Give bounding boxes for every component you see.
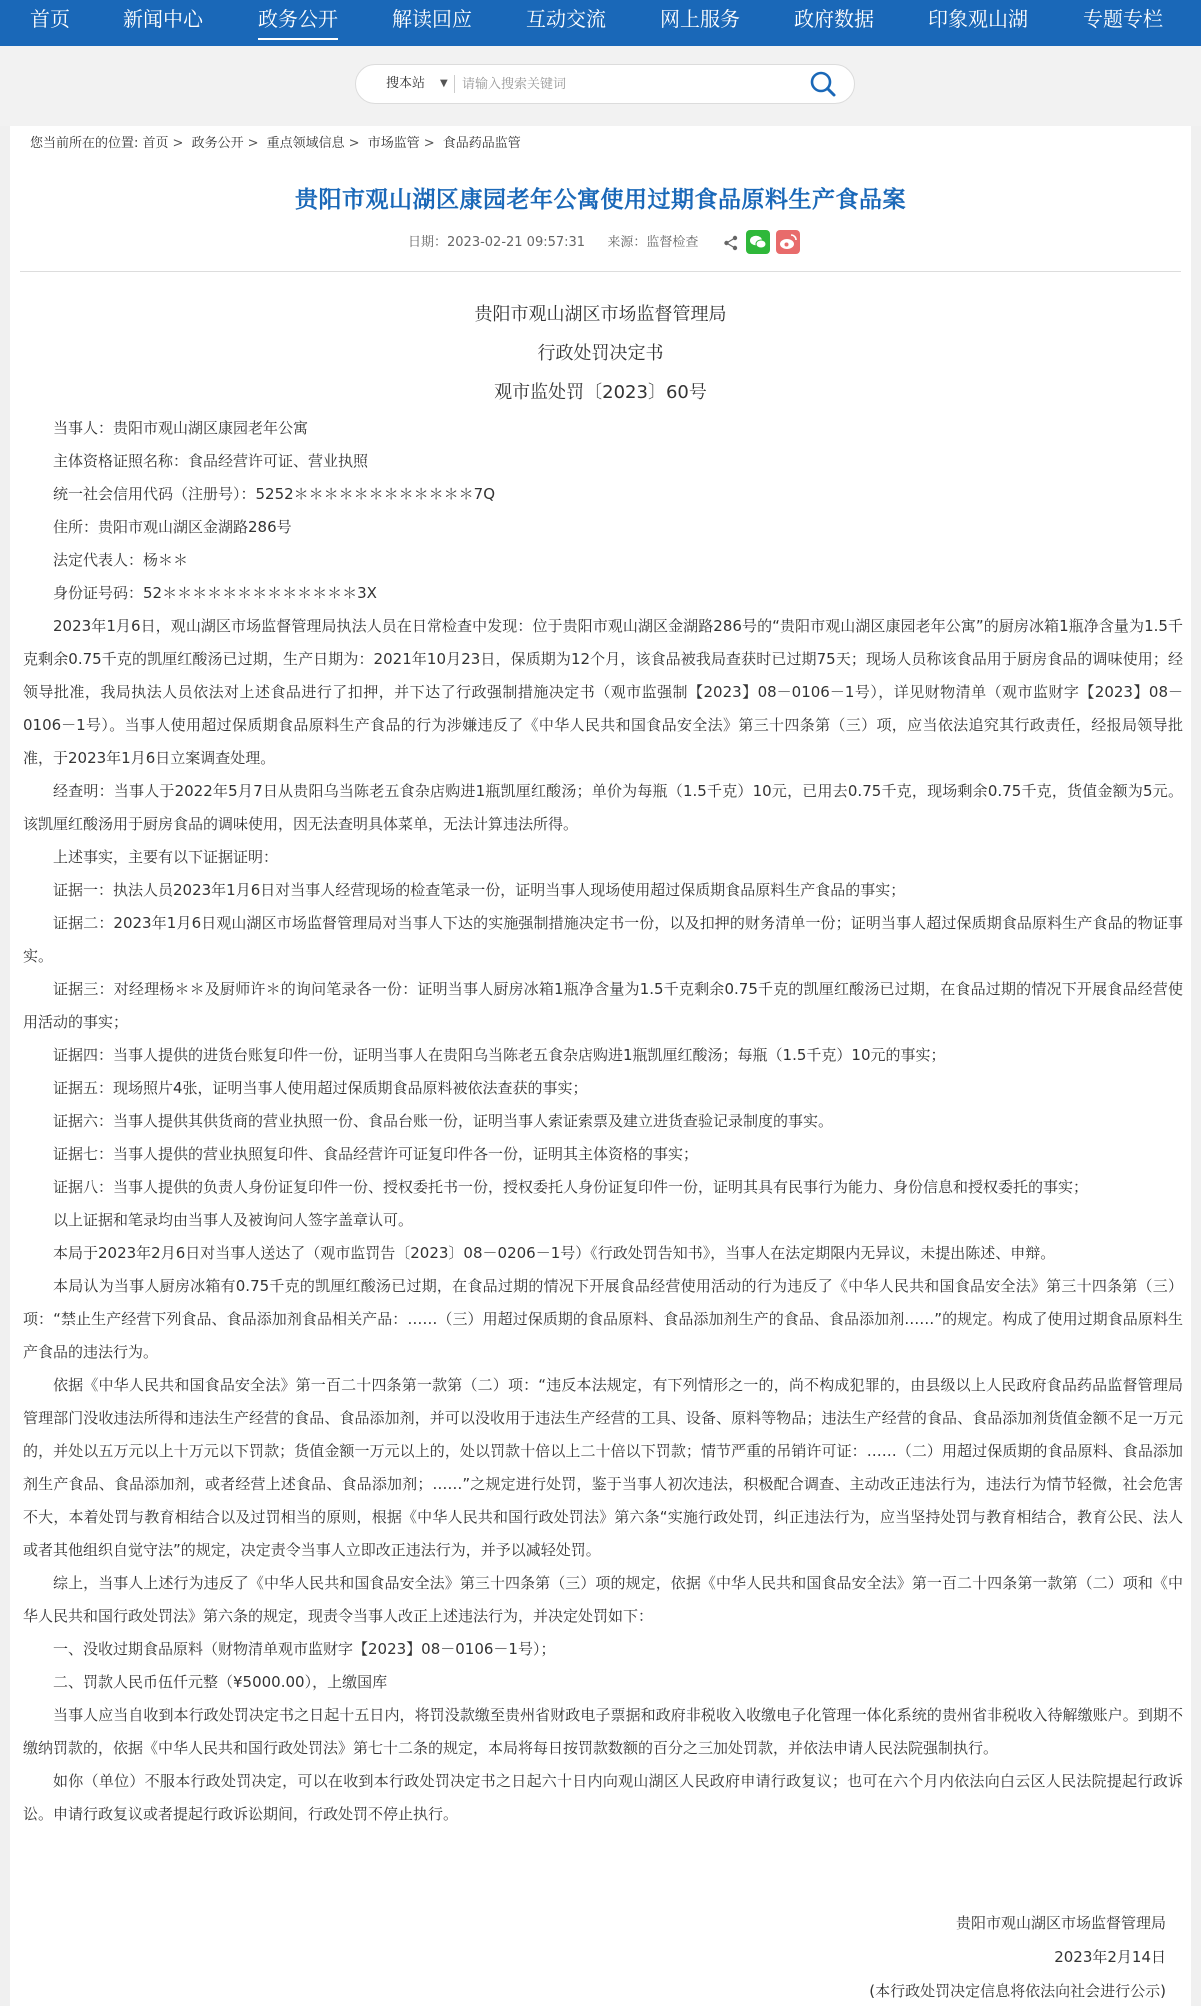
nav-government-data[interactable]: 政府数据	[794, 7, 874, 31]
evidence-item: 证据二：2023年1月6日观山湖区市场监督管理局对当事人下达的实施强制措施决定书一份，以及扣押的财务清单一份；证明当事人超过保质期食品原料生产食品的物证事实。	[23, 914, 1183, 965]
legal-basis: 依据《中华人民共和国食品安全法》第一百二十四条第一款第（二）项：“违反本法规定，有下列情形之一的，尚不构成犯罪的，由县级以上人民政府食品药品监督管理局管理部门没收违法所得和违法生产经营的食品、食品添加剂，并可以没收用于违法生产经营的工具、设备、原料等物品；违法生产经营的食品、食品添加剂货值金额不足一万元的，并处以五万元以上十万元以下罚款；货值金额一万元以上的，处以罚款十倍以上二十倍以下罚款；情节严重的吊销许可证：……（二）用超过保质期的食品原料、食品添加剂生产食品、食品添加剂，或者经营上述食品、食品添加剂；……”之规定进行处罚，鉴于当事人初次违法，积极配合调查、主动改正违法行为，违法行为情节轻微，社会危害不大，本着处罚与教育相结合以及过罚相当的原则，根据《中华人民共和国行政处罚法》第六条“实施行政处罚，纠正违法行为，应当坚持处罚与教育相结合，教育公民、法人或者其他组织自觉守法”的规定，决定责令当事人立即改正违法行为，并予以减轻处罚。	[23, 1376, 1183, 1559]
issuing-authority: 贵阳市观山湖区市场监督管理局	[474, 304, 727, 325]
evidence-item: 证据六：当事人提供其供货商的营业执照一份、食品台账一份，证明当事人索证索票及建立进货查验记录制度的事实。	[53, 1112, 834, 1130]
article-title: 贵阳市观山湖区康园老年公寓使用过期食品原料生产食品案	[295, 187, 906, 213]
article-source: 来源：监督检查	[607, 235, 699, 250]
evidence-item: 证据一：执法人员2023年1月6日对当事人经营现场的检查笔录一份，证明当事人现场使用超过保质期食品原料生产食品的事实；	[53, 881, 906, 899]
search-button[interactable]	[804, 67, 844, 101]
search-bar	[355, 64, 855, 104]
breadcrumb-home[interactable]: 首页	[142, 136, 169, 151]
content-container	[10, 126, 1191, 2006]
evidence-confirmation: 以上证据和笔录均由当事人及被询问人签字盖章认可。	[53, 1211, 414, 1229]
search-section	[0, 46, 1201, 126]
breadcrumb-separator: >	[172, 136, 184, 151]
breadcrumb-market-supervision[interactable]: 市场监管	[367, 136, 420, 151]
evidence-intro: 上述事实，主要有以下证据证明：	[53, 848, 279, 866]
nav-interpretation[interactable]: 解读回应	[392, 7, 472, 31]
decision-summary: 综上，当事人上述行为违反了《中华人民共和国食品安全法》第三十四条第（三）项的规定，依据《中华人民共和国食品安全法》第一百二十四条第一款第（二）项和《中华人民共和国行政处罚法》第六条的规定，现责令当事人改正上述违法行为，并决定处罚如下：	[23, 1574, 1183, 1625]
breadcrumb-key-areas[interactable]: 重点领域信息	[266, 136, 345, 151]
breadcrumb-government-affairs[interactable]: 政务公开	[191, 136, 244, 151]
title-divider	[20, 271, 1181, 272]
document-number: 观市监处罚〔2023〕60号	[494, 382, 707, 403]
nav-impression-guanshanhu[interactable]: 印象观山湖	[928, 7, 1028, 31]
breadcrumb-separator: >	[348, 136, 360, 151]
share-icon[interactable]	[722, 234, 740, 252]
evidence-item: 证据五：现场照片4张，证明当事人使用超过保质期食品原料被依法查获的事实；	[53, 1079, 588, 1097]
nav-government-affairs[interactable]: 政务公开	[258, 0, 338, 46]
breadcrumb-separator: >	[423, 136, 435, 151]
license-name: 主体资格证照名称：食品经营许可证、营业执照	[53, 452, 369, 470]
chevron-down-icon: ▼	[440, 78, 448, 89]
search-scope-select[interactable]: 搜本站	[386, 76, 426, 91]
article-date: 日期：2023-02-21 09:57:31	[408, 235, 586, 250]
evidence-item: 证据七：当事人提供的营业执照复印件、食品经营许可证复印件各一份，证明其主体资格的事实；	[53, 1145, 699, 1163]
notice-delivery: 本局于2023年2月6日对当事人送达了（观市监罚告〔2023〕08－0206－1号）《行政处罚告知书》，当事人在法定期限内无异议，未提出陈述、申辩。	[53, 1244, 1056, 1262]
breadcrumb-food-drug[interactable]: 食品药品监管	[442, 136, 521, 151]
evidence-item: 证据四：当事人提供的进货台账复印件一份，证明当事人在贵阳乌当陈老五食杂店购进1瓶凯厘红酸汤；每瓶（1.5千克）10元的事实；	[53, 1046, 946, 1064]
wechat-share-icon[interactable]	[746, 230, 770, 254]
penalty-item: 一、没收过期食品原料（财物清单观市监财字【2023】08－0106－1号）；	[53, 1640, 556, 1658]
evidence-item: 证据八：当事人提供的负责人身份证复印件一份、授权委托书一份，授权委托人身份证复印件一份，证明其具有民事行为能力、身份信息和授权委托的事实；	[53, 1178, 1089, 1196]
credit-code: 统一社会信用代码（注册号）：5252＊＊＊＊＊＊＊＊＊＊＊＊7Q	[53, 485, 496, 503]
party-name: 当事人：贵阳市观山湖区康园老年公寓	[53, 419, 309, 437]
legal-representative: 法定代表人：杨＊＊	[53, 551, 189, 569]
payment-instructions: 当事人应当自收到本行政处罚决定书之日起十五日内，将罚没款缴至贵州省财政电子票据和政府非税收入收缴电子化管理一体化系统的贵州省非税收入待解缴账户。到期不缴纳罚款的，依据《中华人民共和国行政处罚法》第七十二条的规定，本局将每日按罚款数额的百分之三加处罚款，并依法申请人民法院强制执行。	[23, 1706, 1183, 1757]
evidence-item: 证据三：对经理杨＊＊及厨师许＊的询问笔录各一份：证明当事人厨房冰箱1瓶净含量为1.5千克剩余0.75千克的凯厘红酸汤已过期，在食品过期的情况下开展食品经营使用活动的事实；	[23, 980, 1183, 1031]
breadcrumb-prefix: 您当前所在的位置:	[30, 136, 139, 151]
investigation-findings: 经查明：当事人于2022年5月7日从贵阳乌当陈老五食杂店购进1瓶凯厘红酸汤；单价为每瓶（1.5千克）10元，已用去0.75千克，现场剩余0.75千克，货值金额为5元。该凯厘红酸汤用于厨房食品的调味使用，因无法查明具体菜单，无法计算违法所得。	[23, 782, 1183, 833]
id-number: 身份证号码：52＊＊＊＊＊＊＊＊＊＊＊＊＊3X	[53, 584, 377, 602]
search-icon	[804, 67, 844, 101]
signature-date: 2023年2月14日	[1054, 1948, 1166, 1966]
case-background: 2023年1月6日，观山湖区市场监督管理局执法人员在日常检查中发现：位于贵阳市观山湖区金湖路286号的“贵阳市观山湖区康园老年公寓”的厨房冰箱1瓶净含量为1.5千克剩余0.75千克的凯厘红酸汤已过期，生产日期为：2021年10月23日，保质期为12个月，该食品被我局查获时已过期75天；现场人员称该食品用于厨房食品的调味使用；经领导批准，我局执法人员依法对上述食品进行了扣押，并下达了行政强制措施决定书（观市监强制【2023】08－0106－1号），详见财物清单（观市监财字【2023】08－0106－1号）。当事人使用超过保质期食品原料生产食品的行为涉嫌违反了《中华人民共和国食品安全法》第三十四条第（三）项，应当依法追究其行政责任，经报局领导批准，于2023年1月6日立案调查处理。	[23, 617, 1183, 767]
appeal-rights: 如你（单位）不服本行政处罚决定，可以在收到本行政处罚决定书之日起六十日内向观山湖区人民政府申请行政复议；也可在六个月内依法向白云区人民法院提起行政诉讼。申请行政复议或者提起行政诉讼期间，行政处罚不停止执行。	[23, 1772, 1183, 1823]
nav-online-services[interactable]: 网上服务	[660, 7, 740, 31]
nav-news-center[interactable]: 新闻中心	[123, 7, 203, 31]
address: 住所：贵阳市观山湖区金湖路286号	[53, 518, 292, 536]
article-body	[23, 412, 1183, 1831]
search-input[interactable]	[462, 70, 792, 98]
nav-home[interactable]: 首页	[30, 7, 70, 31]
violation-finding: 本局认为当事人厨房冰箱有0.75千克的凯厘红酸汤已过期，在食品过期的情况下开展食品经营使用活动的行为违反了《中华人民共和国食品安全法》第三十四条第（三）项：“禁止生产经营下列食品、食品添加剂食品相关产品：……（三）用超过保质期的食品原料、食品添加剂生产的食品、食品添加剂……”的规定。构成了使用过期食品原料生产食品的违法行为。	[23, 1277, 1183, 1361]
nav-interaction[interactable]: 互动交流	[526, 7, 606, 31]
document-type: 行政处罚决定书	[537, 343, 664, 364]
search-divider	[454, 75, 455, 93]
breadcrumb	[30, 132, 521, 156]
signature-organization: 贵阳市观山湖区市场监督管理局	[955, 1914, 1166, 1932]
penalty-item: 二、罚款人民币伍仟元整（¥5000.00），上缴国库	[53, 1673, 388, 1691]
top-navigation	[0, 0, 1201, 46]
nav-special-topics[interactable]: 专题专栏	[1083, 7, 1163, 31]
weibo-share-icon[interactable]	[776, 230, 800, 254]
breadcrumb-separator: >	[247, 136, 259, 151]
article-meta	[408, 231, 698, 255]
publication-note: (本行政处罚决定信息将依法向社会进行公示)	[869, 1982, 1166, 2000]
